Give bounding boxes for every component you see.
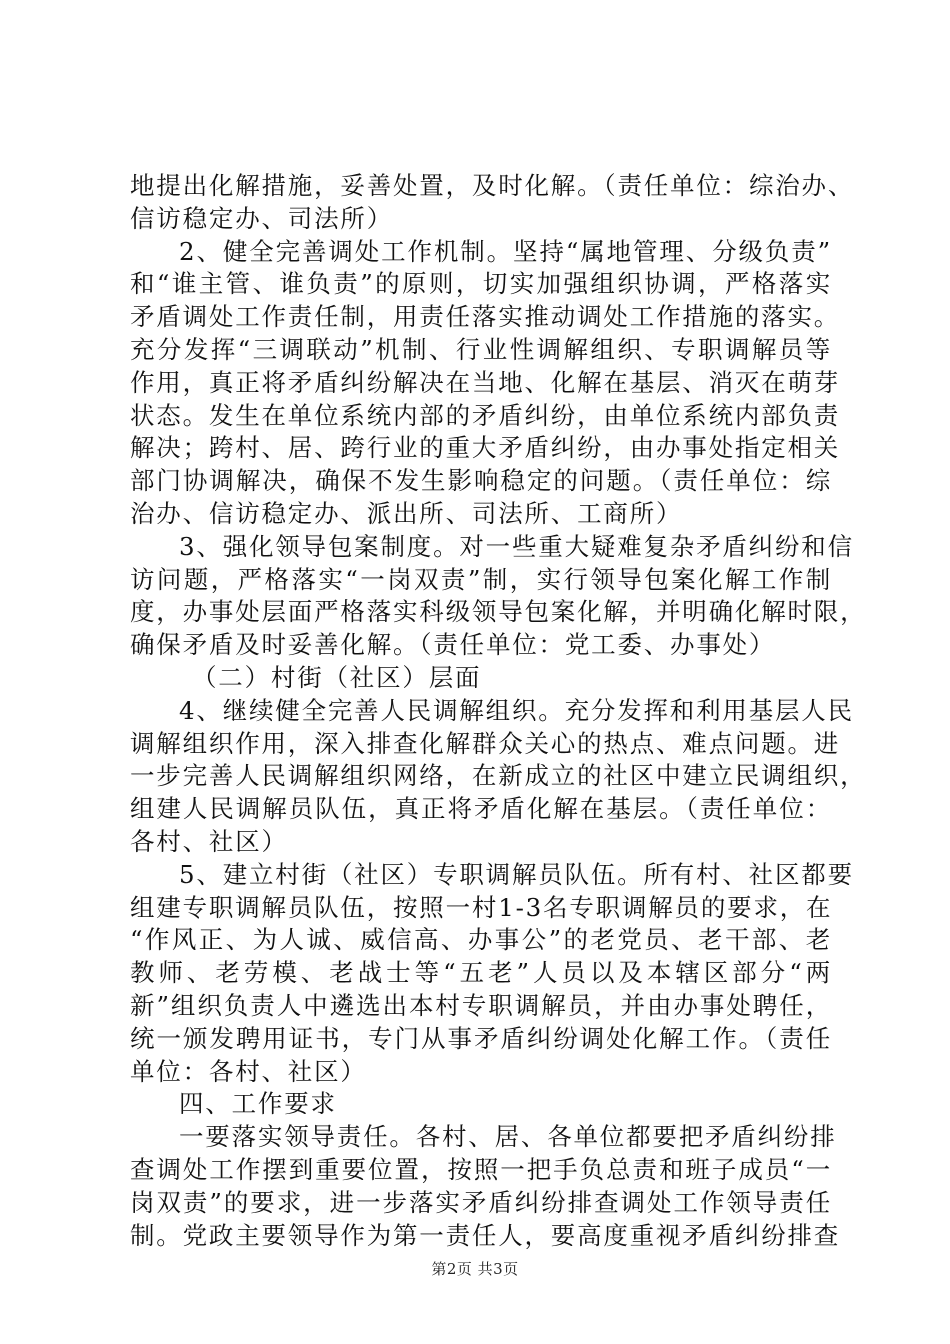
paragraph-start-line: 2、健全完善调处工作机制。坚持“属地管理、分级负责” [179, 236, 832, 266]
text-line: 治办、信访稳定办、派出所、司法所、工商所） [130, 498, 683, 528]
text-line: 查调处工作摆到重要位置，按照一把手负总责和班子成员“一 [130, 1154, 832, 1184]
text-line: 制。党政主要领导作为第一责任人，要高度重视矛盾纠纷排查 [130, 1220, 841, 1250]
text-line: 信访稳定办、司法所） [130, 203, 393, 233]
text-line: 矛盾调处工作责任制，用责任落实推动调处工作措施的落实。 [130, 302, 841, 332]
text-line: 岗双责”的要求，进一步落实矛盾纠纷排查调处工作领导责任 [130, 1187, 832, 1217]
paragraph-start-line: 3、强化领导包案制度。对一些重大疑难复杂矛盾纠纷和信 [179, 531, 854, 561]
text-line: 组建专职调解员队伍，按照一村1-3名专职调解员的要求，在 [130, 892, 833, 922]
text-line: 和“谁主管、谁负责”的原则，切实加强组织协调，严格落实 [130, 269, 832, 299]
text-line: 状态。发生在单位系统内部的矛盾纠纷，由单位系统内部负责 [130, 400, 841, 430]
text-line: 解决；跨村、居、跨行业的重大矛盾纠纷，由办事处指定相关 [130, 433, 841, 463]
text-line: 统一颁发聘用证书，专门从事矛盾纠纷调处化解工作。（责任 [130, 1023, 832, 1053]
text-line: 新”组织负责人中遴选出本村专职调解员，并由办事处聘任， [130, 990, 832, 1020]
text-line: 访问题，严格落实“一岗双责”制，实行领导包案化解工作制 [130, 564, 832, 594]
text-line: 度，办事处层面严格落实科级领导包案化解，并明确化解时限， [130, 597, 867, 627]
text-line: 教师、老劳模、老战士等“五老”人员以及本辖区部分“两 [130, 958, 832, 988]
text-line: 地提出化解措施，妥善处置，及时化解。（责任单位：综治办、 [130, 171, 855, 200]
text-line: 确保矛盾及时妥善化解。（责任单位：党工委、办事处） [130, 630, 776, 660]
paragraph-start-line: 一要落实领导责任。各村、居、各单位都要把矛盾纠纷排 [179, 1122, 837, 1152]
section-heading: （二）村街（社区）层面 [192, 662, 482, 692]
text-line: 调解组织作用，深入排查化解群众关心的热点、难点问题。进 [130, 728, 841, 758]
document-body [130, 170, 867, 1252]
text-line: “作风正、为人诚、威信高、办事公”的老党员、老干部、老 [130, 925, 832, 955]
text-line: 部门协调解决，确保不发生影响稳定的问题。（责任单位：综 [130, 466, 832, 496]
paragraph-start-line: 5、建立村街（社区）专职调解员队伍。所有村、社区都要 [179, 859, 854, 889]
text-line: 单位：各村、社区） [130, 1056, 367, 1086]
page-number-footer: 第2页 共3页 [431, 1260, 519, 1278]
text-line: 作用，真正将矛盾纠纷解决在当地、化解在基层、消灭在萌芽 [130, 367, 841, 397]
section-heading: 四、工作要求 [179, 1089, 337, 1119]
paragraph-start-line: 4、继续健全完善人民调解组织。充分发挥和利用基层人民 [179, 695, 854, 725]
text-line: 组建人民调解员队伍，真正将矛盾化解在基层。（责任单位： [130, 794, 832, 824]
text-line: 一步完善人民调解组织网络，在新成立的社区中建立民调组织， [130, 761, 867, 791]
text-line: 各村、社区） [130, 826, 288, 856]
text-line: 充分发挥“三调联动”机制、行业性调解组织、专职调解员等 [130, 334, 832, 364]
